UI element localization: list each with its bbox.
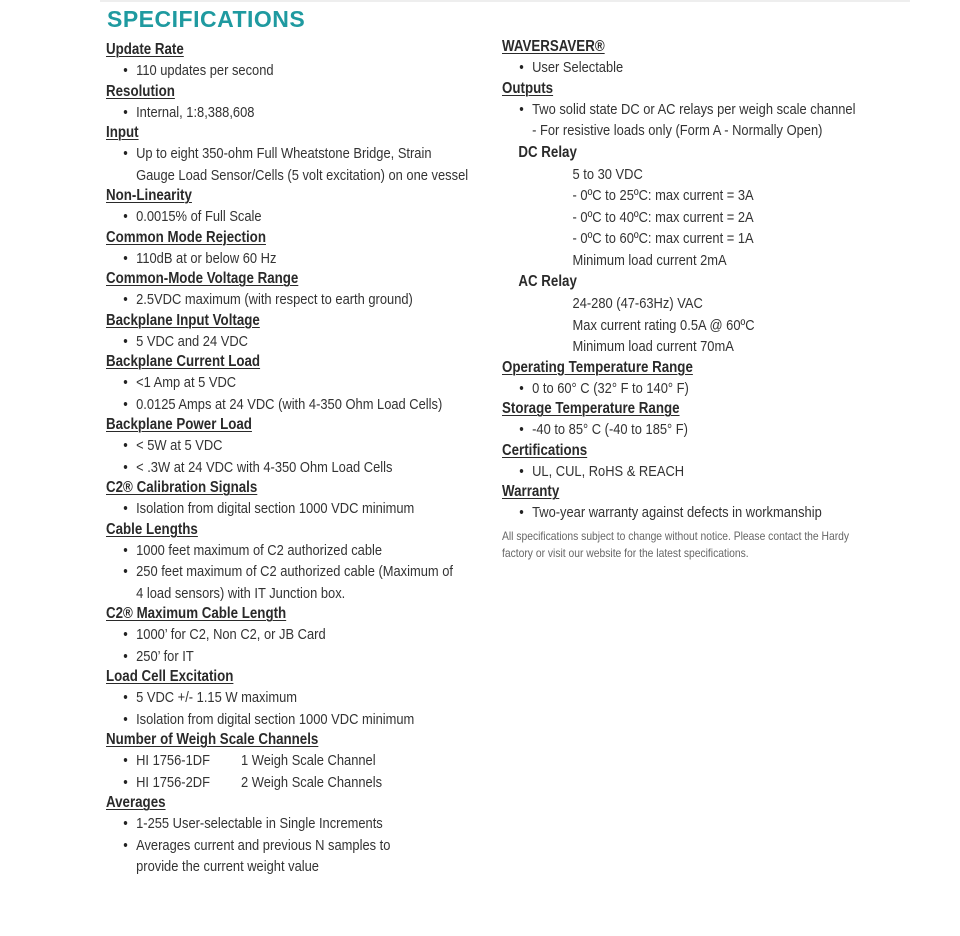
spec-heading: Averages <box>106 794 166 811</box>
spec-averages <box>106 793 486 878</box>
spec-common-mode-voltage-range <box>106 269 486 311</box>
model-number: HI 1756-2DF <box>136 773 210 791</box>
spec-storage-temperature <box>502 399 952 441</box>
spec-certifications <box>502 441 952 483</box>
spec-bullet: • 0.0015% of Full Scale <box>106 206 515 228</box>
model-description: 2 Weigh Scale Channels <box>241 773 383 791</box>
spec-bullet: • 5 VDC +/- 1.15 W maximum <box>106 687 515 709</box>
spec-bullet: • Isolation from digital section 1000 VDC minimum <box>106 498 515 520</box>
spec-update-rate <box>106 40 486 82</box>
spec-heading: C2® Maximum Cable Length <box>106 605 287 622</box>
spec-heading: WAVERSAVER® <box>502 38 605 55</box>
spec-heading: Operating Temperature Range <box>502 358 693 376</box>
spec-heading: Backplane Input Voltage <box>106 311 260 329</box>
dc-relay-line: - 0ºC to 60ºC: max current = 1A <box>572 230 754 247</box>
spec-backplane-current-load <box>106 352 486 415</box>
spec-bullet <box>106 750 515 772</box>
model-description: 1 Weigh Scale Channel <box>241 752 376 769</box>
spec-bullet: • 250’ for IT <box>106 646 515 668</box>
spec-bullet: • 0 to 60° C (32° F to 140° F) <box>502 378 960 400</box>
spec-bullet: • 1000’ for C2, Non C2, or JB Card <box>106 624 515 646</box>
dc-relay-line: - 0ºC to 40ºC: max current = 2A <box>572 208 754 226</box>
spec-c2-calibration-signals <box>106 478 486 520</box>
spec-bullet: • Two solid state DC or AC relays per weigh scale channel <box>502 99 960 121</box>
spec-bullet: • 250 feet maximum of C2 authorized cable (Maximum of <box>106 561 515 583</box>
model-number: HI 1756-1DF <box>136 752 210 769</box>
spec-input <box>106 123 486 186</box>
spec-bullet: • Averages current and previous N samples to <box>106 835 515 857</box>
spec-cable-lengths <box>106 520 486 605</box>
spec-load-cell-excitation <box>106 667 486 730</box>
ac-relay-line: Max current rating 0.5A @ 60ºC <box>572 316 755 334</box>
spec-heading: Common Mode Rejection <box>106 228 266 246</box>
spec-heading: Common-Mode Voltage Range <box>106 270 299 287</box>
spec-heading: Number of Weigh Scale Channels <box>106 731 319 748</box>
spec-c2-max-cable-length <box>106 604 486 667</box>
spec-heading: Update Rate <box>106 41 184 58</box>
right-column <box>502 37 952 562</box>
dc-relay-line: 5 to 30 VDC <box>572 165 643 183</box>
spec-bullet: • 1000 feet maximum of C2 authorized cable <box>106 540 515 562</box>
dc-relay-line: - 0ºC to 25ºC: max current = 3A <box>572 187 754 204</box>
spec-waversaver <box>502 37 952 79</box>
spec-heading: C2® Calibration Signals <box>106 479 258 496</box>
spec-bullet <box>106 772 515 794</box>
spec-backplane-power-load <box>106 415 486 478</box>
spec-warranty <box>502 482 952 524</box>
spec-bullet: • UL, CUL, RoHS & REACH <box>502 461 960 483</box>
spec-bullet: • 5 VDC and 24 VDC <box>106 331 515 353</box>
spec-heading: Input <box>106 124 139 141</box>
spec-bullet-sub: - For resistive loads only (Form A - Normally Open) <box>532 122 823 139</box>
spec-bullet: • <1 Amp at 5 VDC <box>106 372 515 394</box>
left-column <box>106 40 486 878</box>
ac-relay-heading: AC Relay <box>518 273 577 290</box>
disclaimer-note <box>502 528 951 562</box>
spec-bullet: • Internal, 1:8,388,608 <box>106 102 515 124</box>
spec-non-linearity <box>106 186 486 228</box>
spec-outputs <box>502 79 952 358</box>
spec-bullet: • -40 to 85° C (-40 to 185° F) <box>502 419 960 441</box>
spec-heading: Certifications <box>502 441 588 459</box>
spec-heading: Storage Temperature Range <box>502 400 680 417</box>
spec-bullet: • 110 updates per second <box>106 60 515 82</box>
spec-heading: Non-Linearity <box>106 187 192 204</box>
spec-backplane-input-voltage <box>106 311 486 353</box>
spec-common-mode-rejection <box>106 228 486 270</box>
dc-relay-heading: DC Relay <box>518 143 577 161</box>
spec-bullet: • 1-255 User-selectable in Single Increments <box>106 813 515 835</box>
ac-relay-line: 24-280 (47-63Hz) VAC <box>572 295 703 312</box>
spec-bullet-continued: provide the current weight value <box>136 858 319 875</box>
spec-operating-temperature <box>502 358 952 400</box>
spec-bullet: • Two-year warranty against defects in workmanship <box>502 502 960 524</box>
spec-resolution <box>106 82 486 124</box>
spec-bullet: • User Selectable <box>502 57 960 79</box>
top-divider <box>100 0 910 2</box>
dc-relay-line: Minimum load current 2mA <box>572 251 727 269</box>
disclaimer-line: All specifications subject to change without notice. Please contact the Hardy <box>502 528 850 543</box>
ac-relay-line: Minimum load current 70mA <box>572 338 734 355</box>
spec-heading: Resolution <box>106 82 175 100</box>
spec-heading: Backplane Current Load <box>106 353 261 370</box>
spec-heading: Warranty <box>502 483 560 500</box>
spec-bullet: • < .3W at 24 VDC with 4-350 Ohm Load Cells <box>106 457 515 479</box>
spec-bullet: • 2.5VDC maximum (with respect to earth ground) <box>106 289 515 311</box>
spec-heading: Outputs <box>502 79 554 97</box>
spec-bullet: • < 5W at 5 VDC <box>106 435 515 457</box>
spec-heading: Load Cell Excitation <box>106 668 234 685</box>
spec-heading: Backplane Power Load <box>106 416 252 433</box>
spec-bullet: • Isolation from digital section 1000 VDC minimum <box>106 709 515 731</box>
spec-bullet: • 0.0125 Amps at 24 VDC (with 4-350 Ohm Load Cells) <box>106 394 515 416</box>
spec-bullet-continued: Gauge Load Sensor/Cells (5 volt excitation) on one vessel <box>136 166 469 184</box>
spec-bullet: • 110dB at or below 60 Hz <box>106 248 515 270</box>
spec-bullet: • Up to eight 350-ohm Full Wheatstone Bridge, Strain <box>106 143 515 165</box>
spec-weigh-scale-channels <box>106 730 486 793</box>
disclaimer-line: factory or visit our website for the latest specifications. <box>502 545 749 560</box>
spec-heading: Cable Lengths <box>106 520 198 538</box>
spec-bullet-continued: 4 load sensors) with IT Junction box. <box>136 584 346 602</box>
page-title: SPECIFICATIONS <box>107 6 306 32</box>
